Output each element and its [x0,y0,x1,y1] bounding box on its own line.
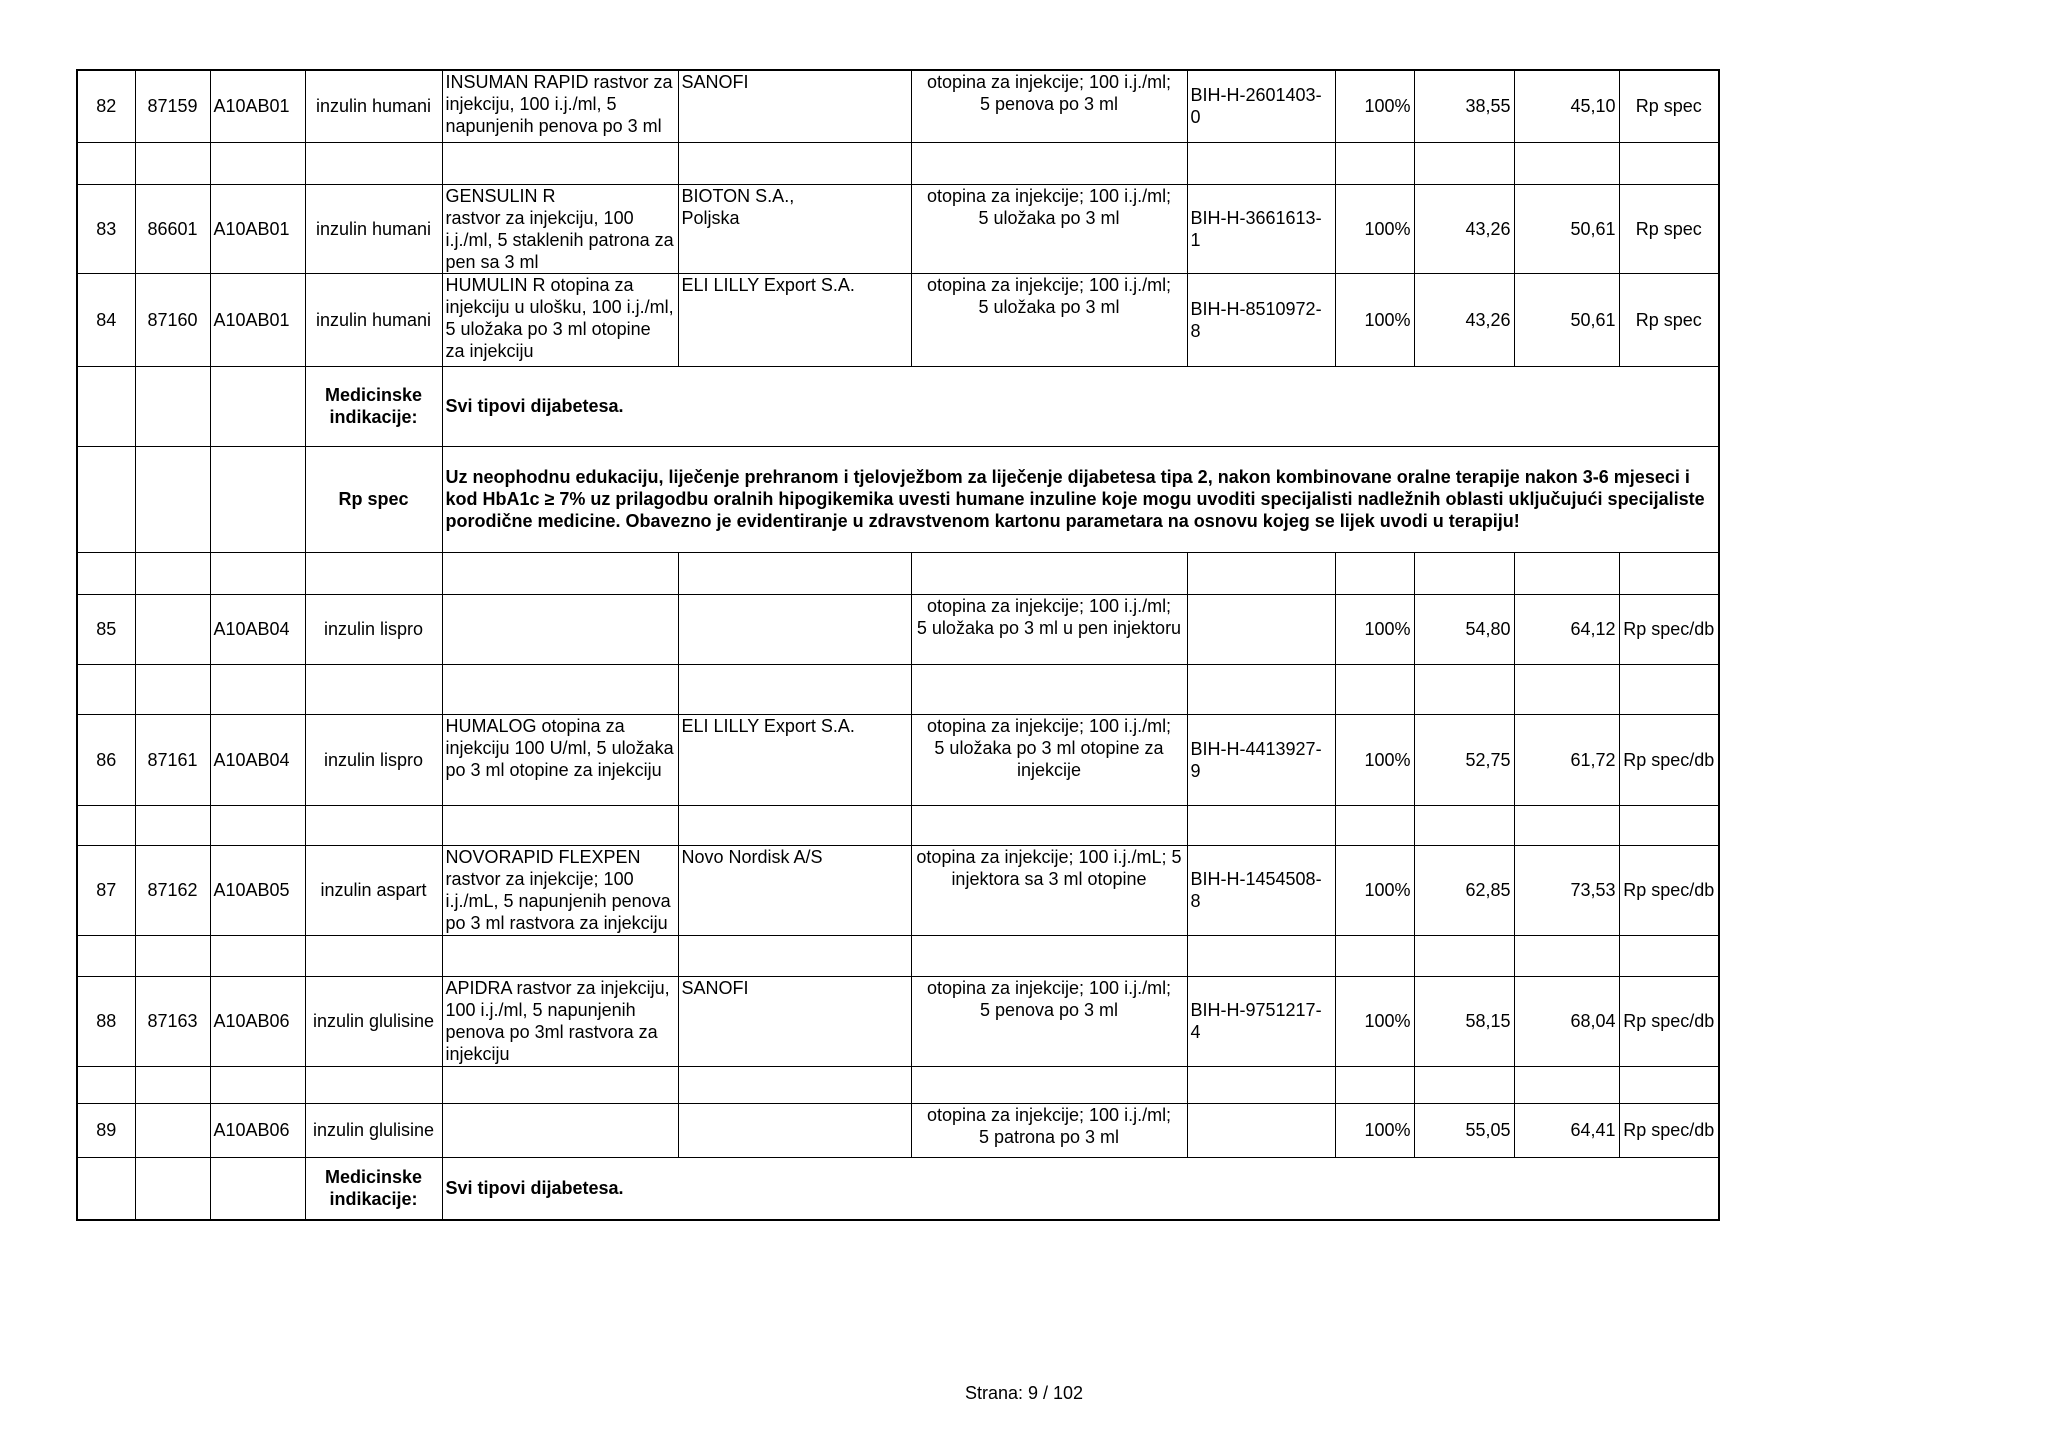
empty-cell [678,664,911,714]
note-text: Svi tipovi dijabetesa. [442,366,1719,446]
spacer-row [77,664,1719,714]
price-without-vat: 54,80 [1414,594,1514,664]
empty-cell [442,935,678,976]
empty-cell [135,552,210,594]
prescription-regime: Rp spec/db [1619,845,1719,935]
prescription-regime: Rp spec [1619,184,1719,273]
empty-cell [210,935,305,976]
empty-cell [210,446,305,552]
price-without-vat: 52,75 [1414,714,1514,805]
atc-code: A10AB01 [210,273,305,366]
row-number: 83 [77,184,135,273]
empty-cell [1187,935,1335,976]
pharmaceutical-form: otopina za injekcije; 100 i.j./ml; 5 uložaka po 3 ml u pen injektoru [911,594,1187,664]
empty-cell [305,142,442,184]
empty-cell [1187,664,1335,714]
table-row [77,1103,1719,1157]
row-number: 88 [77,976,135,1066]
spacer-row [77,552,1719,594]
table-row [77,845,1719,935]
price-without-vat: 38,55 [1414,70,1514,142]
empty-cell [442,1066,678,1103]
pharmaceutical-form: otopina za injekcije; 100 i.j./ml; 5 penova po 3 ml [911,976,1187,1066]
empty-cell [678,1066,911,1103]
note-text: Uz neophodnu edukaciju, liječenje prehranom i tjelovježbom za liječenje dijabetesa tipa 2, nakon kombinovane oralne terapije nakon 3-6 mjeseci i kod HbA1c ≥ 7% uz prilagodbu oralnih hipogikemika uvesti humane inzuline koje mogu uvoditi specijalisti nadležnih oblasti uključujući specijaliste porodične medicine. Obavezno je evidentiranje u zdravstvenom kartonu parametara na osnovu kojeg se lijek uvodi u terapiju! [442,446,1719,552]
empty-cell [911,805,1187,845]
empty-cell [1187,805,1335,845]
row-number: 84 [77,273,135,366]
empty-cell [1619,935,1719,976]
approval-number [1187,1103,1335,1157]
empty-cell [1414,805,1514,845]
empty-cell [305,805,442,845]
manufacturer: SANOFI [678,70,911,142]
note-label: Medicinske indikacije: [305,1157,442,1220]
approval-number: BIH-H-8510972-8 [1187,273,1335,366]
empty-cell [1514,552,1619,594]
atc-code: A10AB04 [210,714,305,805]
note-label: Medicinske indikacije: [305,366,442,446]
empty-cell [1514,805,1619,845]
empty-cell [305,664,442,714]
empty-cell [210,664,305,714]
approval-number: BIH-H-4413927-9 [1187,714,1335,805]
empty-cell [77,805,135,845]
drug-code: 87159 [135,70,210,142]
empty-cell [1187,552,1335,594]
empty-cell [911,935,1187,976]
prescription-regime: Rp spec/db [1619,976,1719,1066]
prescription-regime: Rp spec/db [1619,714,1719,805]
atc-code: A10AB01 [210,184,305,273]
product-name: HUMALOG otopina za injekciju 100 U/ml, 5 uložaka po 3 ml otopine za injekciju [442,714,678,805]
pharmaceutical-form: otopina za injekcije; 100 i.j./ml; 5 uložaka po 3 ml [911,184,1187,273]
price-without-vat: 62,85 [1414,845,1514,935]
empty-cell [1187,142,1335,184]
table-row [77,273,1719,366]
empty-cell [77,446,135,552]
empty-cell [1335,552,1414,594]
empty-cell [1187,1066,1335,1103]
generic-name: inzulin lispro [305,594,442,664]
empty-cell [1619,805,1719,845]
prescription-regime: Rp spec/db [1619,1103,1719,1157]
empty-cell [77,142,135,184]
generic-name: inzulin humani [305,273,442,366]
manufacturer: BIOTON S.A., Poljska [678,184,911,273]
price-with-vat: 64,12 [1514,594,1619,664]
empty-cell [442,805,678,845]
manufacturer [678,594,911,664]
price-with-vat: 73,53 [1514,845,1619,935]
empty-cell [1514,664,1619,714]
manufacturer: ELI LILLY Export S.A. [678,273,911,366]
atc-code: A10AB04 [210,594,305,664]
generic-name: inzulin glulisine [305,1103,442,1157]
empty-cell [1335,935,1414,976]
empty-cell [305,935,442,976]
empty-cell [210,1157,305,1220]
empty-cell [1414,1066,1514,1103]
row-number: 82 [77,70,135,142]
price-with-vat: 50,61 [1514,184,1619,273]
empty-cell [911,664,1187,714]
empty-cell [210,366,305,446]
product-name: INSUMAN RAPID rastvor za injekciju, 100 i.j./ml, 5 napunjenih penova po 3 ml [442,70,678,142]
generic-name: inzulin aspart [305,845,442,935]
pharmaceutical-form: otopina za injekcije; 100 i.j./ml; 5 uložaka po 3 ml [911,273,1187,366]
price-with-vat: 68,04 [1514,976,1619,1066]
note-row [77,1157,1719,1220]
table-row [77,594,1719,664]
empty-cell [77,1066,135,1103]
row-number: 85 [77,594,135,664]
empty-cell [77,664,135,714]
empty-cell [135,1157,210,1220]
drug-code [135,594,210,664]
participation: 100% [1335,594,1414,664]
empty-cell [135,935,210,976]
price-with-vat: 64,41 [1514,1103,1619,1157]
drug-code: 87163 [135,976,210,1066]
empty-cell [678,142,911,184]
approval-number: BIH-H-1454508-8 [1187,845,1335,935]
generic-name: inzulin humani [305,184,442,273]
empty-cell [77,552,135,594]
row-number: 86 [77,714,135,805]
empty-cell [678,805,911,845]
product-name [442,594,678,664]
empty-cell [911,142,1187,184]
approval-number: BIH-H-2601403-0 [1187,70,1335,142]
price-without-vat: 43,26 [1414,273,1514,366]
manufacturer: SANOFI [678,976,911,1066]
empty-cell [1414,664,1514,714]
drug-code: 87161 [135,714,210,805]
empty-cell [135,664,210,714]
note-row [77,366,1719,446]
product-name: GENSULIN R rastvor za injekciju, 100 i.j./ml, 5 staklenih patrona za pen sa 3 ml [442,184,678,273]
price-with-vat: 61,72 [1514,714,1619,805]
participation: 100% [1335,70,1414,142]
drug-code: 87160 [135,273,210,366]
participation: 100% [1335,714,1414,805]
spacer-row [77,1066,1719,1103]
empty-cell [305,552,442,594]
manufacturer: Novo Nordisk A/S [678,845,911,935]
empty-cell [1619,142,1719,184]
empty-cell [1335,142,1414,184]
empty-cell [1619,664,1719,714]
empty-cell [678,935,911,976]
empty-cell [135,446,210,552]
empty-cell [135,805,210,845]
note-row [77,446,1719,552]
empty-cell [1514,142,1619,184]
drug-code [135,1103,210,1157]
empty-cell [210,805,305,845]
note-label: Rp spec [305,446,442,552]
empty-cell [210,1066,305,1103]
product-name: NOVORAPID FLEXPEN rastvor za injekcije; 100 i.j./mL, 5 napunjenih penova po 3 ml rastvora za injekciju [442,845,678,935]
empty-cell [1335,664,1414,714]
empty-cell [77,935,135,976]
empty-cell [77,366,135,446]
empty-cell [1514,1066,1619,1103]
prescription-regime: Rp spec [1619,273,1719,366]
table-row [77,714,1719,805]
generic-name: inzulin humani [305,70,442,142]
pharmaceutical-form: otopina za injekcije; 100 i.j./ml; 5 uložaka po 3 ml otopine za injekcije [911,714,1187,805]
approval-number [1187,594,1335,664]
generic-name: inzulin lispro [305,714,442,805]
empty-cell [442,552,678,594]
note-text: Svi tipovi dijabetesa. [442,1157,1719,1220]
row-number: 89 [77,1103,135,1157]
empty-cell [1619,1066,1719,1103]
empty-cell [305,1066,442,1103]
table-row [77,976,1719,1066]
approval-number: BIH-H-3661613-1 [1187,184,1335,273]
participation: 100% [1335,976,1414,1066]
price-without-vat: 55,05 [1414,1103,1514,1157]
drug-code: 86601 [135,184,210,273]
empty-cell [1335,1066,1414,1103]
price-with-vat: 45,10 [1514,70,1619,142]
atc-code: A10AB06 [210,976,305,1066]
empty-cell [911,1066,1187,1103]
price-without-vat: 58,15 [1414,976,1514,1066]
product-name: APIDRA rastvor za injekciju, 100 i.j./ml, 5 napunjenih penova po 3ml rastvora za injekciju [442,976,678,1066]
empty-cell [135,366,210,446]
empty-cell [1335,805,1414,845]
spacer-row [77,142,1719,184]
spacer-row [77,935,1719,976]
pharmaceutical-form: otopina za injekcije; 100 i.j./ml; 5 patrona po 3 ml [911,1103,1187,1157]
prescription-regime: Rp spec/db [1619,594,1719,664]
table-row [77,184,1719,273]
empty-cell [442,142,678,184]
participation: 100% [1335,184,1414,273]
price-with-vat: 50,61 [1514,273,1619,366]
empty-cell [1414,142,1514,184]
drug-code: 87162 [135,845,210,935]
participation: 100% [1335,845,1414,935]
empty-cell [442,664,678,714]
participation: 100% [1335,1103,1414,1157]
atc-code: A10AB01 [210,70,305,142]
prescription-regime: Rp spec [1619,70,1719,142]
empty-cell [135,1066,210,1103]
empty-cell [135,142,210,184]
table-row [77,70,1719,142]
page-number: Strana: 9 / 102 [964,1383,1084,1403]
participation: 100% [1335,273,1414,366]
manufacturer: ELI LILLY Export S.A. [678,714,911,805]
row-number: 87 [77,845,135,935]
generic-name: inzulin glulisine [305,976,442,1066]
price-without-vat: 43,26 [1414,184,1514,273]
manufacturer [678,1103,911,1157]
pharmaceutical-form: otopina za injekcije; 100 i.j./ml; 5 penova po 3 ml [911,70,1187,142]
empty-cell [1414,552,1514,594]
empty-cell [210,142,305,184]
pharmaceutical-form: otopina za injekcije; 100 i.j./mL; 5 injektora sa 3 ml otopine [911,845,1187,935]
empty-cell [77,1157,135,1220]
empty-cell [911,552,1187,594]
product-name [442,1103,678,1157]
atc-code: A10AB06 [210,1103,305,1157]
spacer-row [77,805,1719,845]
drug-list-table [76,69,1720,1221]
atc-code: A10AB05 [210,845,305,935]
empty-cell [210,552,305,594]
empty-cell [1414,935,1514,976]
approval-number: BIH-H-9751217-4 [1187,976,1335,1066]
product-name: HUMULIN R otopina za injekciju u ulošku, 100 i.j./ml, 5 uložaka po 3 ml otopine za injekciju [442,273,678,366]
empty-cell [1514,935,1619,976]
empty-cell [1619,552,1719,594]
empty-cell [678,552,911,594]
